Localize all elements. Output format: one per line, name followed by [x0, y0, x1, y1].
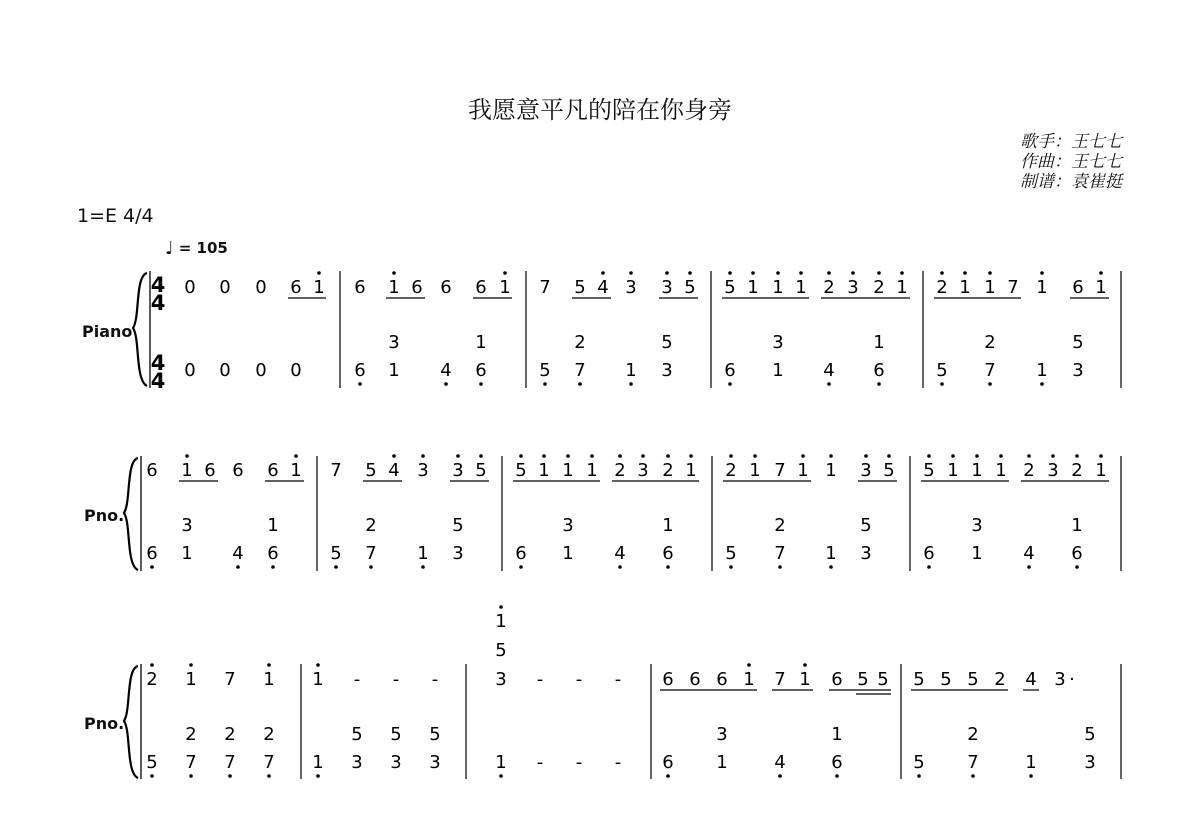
octave-dot — [629, 382, 633, 386]
octave-dot — [1075, 565, 1079, 569]
note: 2 — [662, 460, 674, 481]
note: 7 — [774, 669, 786, 690]
note: 5 — [857, 669, 869, 690]
note: 2 — [823, 277, 835, 298]
octave-dot — [851, 271, 855, 275]
note: 7 — [967, 752, 979, 773]
note: 1 — [896, 277, 908, 298]
note: 4 — [1025, 669, 1037, 690]
time-sig-bottom-lower: 4 — [150, 369, 166, 393]
note: 3 — [1084, 752, 1096, 773]
dash: - — [575, 752, 583, 773]
note: 1 — [562, 543, 574, 564]
octave-dot — [150, 774, 154, 778]
octave-dot — [479, 382, 483, 386]
dotted-note-dot: · — [1069, 669, 1075, 690]
octave-dot — [236, 565, 240, 569]
octave-dot — [728, 271, 732, 275]
note: 3 — [847, 277, 859, 298]
note: 6 — [354, 277, 366, 298]
note: 1 — [947, 460, 959, 481]
octave-dot — [887, 454, 891, 458]
octave-dot — [629, 271, 633, 275]
note: 0 — [255, 360, 267, 381]
brace — [133, 273, 147, 386]
octave-dot — [729, 565, 733, 569]
octave-dot — [951, 454, 955, 458]
note: 0 — [219, 360, 231, 381]
note: 1 — [181, 460, 193, 481]
note: 6 — [662, 543, 674, 564]
note: 7 — [263, 752, 275, 773]
note: 1 — [971, 543, 983, 564]
note: 1 — [586, 460, 598, 481]
note: 5 — [684, 277, 696, 298]
octave-dot — [267, 774, 271, 778]
note: 1 — [290, 460, 302, 481]
octave-dot — [940, 382, 944, 386]
note: 2 — [1023, 460, 1035, 481]
octave-dot — [369, 565, 373, 569]
octave-dot — [228, 774, 232, 778]
octave-dot — [618, 565, 622, 569]
note: 1 — [831, 724, 843, 745]
octave-dot — [189, 663, 193, 667]
octave-dot — [999, 454, 1003, 458]
note: 1 — [267, 515, 279, 536]
note: 5 — [725, 543, 737, 564]
octave-dot — [988, 271, 992, 275]
note: 1 — [959, 277, 971, 298]
octave-dot — [864, 454, 868, 458]
note: 5 — [1084, 724, 1096, 745]
note: 1 — [181, 543, 193, 564]
note: 1 — [772, 360, 784, 381]
note: 2 — [984, 332, 996, 353]
note: 6 — [267, 460, 279, 481]
note: 5 — [452, 515, 464, 536]
note: 3 — [772, 332, 784, 353]
brace — [124, 666, 138, 778]
octave-dot — [316, 774, 320, 778]
time-sig-top-lower: 4 — [150, 351, 166, 375]
note: 5 — [877, 669, 889, 690]
system-2 — [124, 454, 1121, 571]
note: 1 — [743, 669, 755, 690]
note: 1 — [825, 543, 837, 564]
octave-dot — [1040, 271, 1044, 275]
note: 5 — [351, 724, 363, 745]
note: 5 — [515, 460, 527, 481]
octave-dot — [827, 271, 831, 275]
octave-dot — [392, 454, 396, 458]
quarter-note-icon: ♩ — [165, 238, 174, 259]
note: 4 — [232, 543, 244, 564]
octave-dot — [688, 271, 692, 275]
octave-dot — [499, 605, 503, 609]
octave-dot — [776, 271, 780, 275]
octave-dot — [421, 454, 425, 458]
octave-dot — [1040, 382, 1044, 386]
key-signature: 1=E 4/4 — [77, 205, 154, 227]
octave-dot — [456, 454, 460, 458]
note: 1 — [1025, 752, 1037, 773]
octave-dot — [150, 663, 154, 667]
time-sig-bottom-upper: 4 — [150, 291, 166, 315]
note: 2 — [1071, 460, 1083, 481]
note: 7 — [224, 669, 236, 690]
note: 2 — [873, 277, 885, 298]
note: 1 — [185, 669, 197, 690]
note: 6 — [204, 460, 216, 481]
note: 4 — [774, 752, 786, 773]
note: 7 — [984, 360, 996, 381]
note: 7 — [574, 360, 586, 381]
note: 6 — [475, 360, 487, 381]
note: 4 — [823, 360, 835, 381]
note: 1 — [475, 332, 487, 353]
note: 3 — [452, 460, 464, 481]
octave-dot — [751, 271, 755, 275]
octave-dot — [963, 271, 967, 275]
note: 6 — [290, 277, 302, 298]
note: 3 — [388, 332, 400, 353]
note: 6 — [475, 277, 487, 298]
note: 5 — [860, 515, 872, 536]
note: 1 — [662, 515, 674, 536]
octave-dot — [778, 774, 782, 778]
octave-dot — [503, 271, 507, 275]
note: 3 — [971, 515, 983, 536]
note: 6 — [1071, 543, 1083, 564]
octave-dot — [827, 382, 831, 386]
octave-dot — [519, 565, 523, 569]
note: 2 — [774, 515, 786, 536]
octave-dot — [1051, 454, 1055, 458]
note: 6 — [440, 277, 452, 298]
dash: - — [536, 752, 544, 773]
song-title: 我愿意平凡的陪在你身旁 — [468, 96, 732, 124]
note: 3 — [429, 752, 441, 773]
note: 4 — [1023, 543, 1035, 564]
octave-dot — [317, 271, 321, 275]
octave-dot — [519, 454, 523, 458]
note: 1 — [685, 460, 697, 481]
dash: - — [575, 669, 583, 690]
note: 2 — [185, 724, 197, 745]
note: 7 — [539, 277, 551, 298]
octave-dot — [641, 454, 645, 458]
note: 2 — [365, 515, 377, 536]
note: 5 — [1072, 332, 1084, 353]
note: 6 — [515, 543, 527, 564]
note: 1 — [499, 277, 511, 298]
credit-singer: 歌手：王七七 — [1020, 132, 1122, 152]
octave-dot — [729, 454, 733, 458]
note: 2 — [614, 460, 626, 481]
octave-dot — [927, 565, 931, 569]
note: 1 — [1036, 360, 1048, 381]
note: 0 — [290, 360, 302, 381]
octave-dot — [877, 271, 881, 275]
note: 3 — [661, 277, 673, 298]
note: 6 — [411, 277, 423, 298]
note: 1 — [749, 460, 761, 481]
octave-dot — [975, 454, 979, 458]
note: 6 — [662, 752, 674, 773]
octave-dot — [877, 382, 881, 386]
note: 1 — [388, 277, 400, 298]
octave-dot — [499, 774, 503, 778]
note: 1 — [495, 611, 507, 632]
note: 0 — [219, 277, 231, 298]
note: 5 — [495, 640, 507, 661]
note: 1 — [825, 460, 837, 481]
note: 6 — [923, 543, 935, 564]
note: 5 — [661, 332, 673, 353]
octave-dot — [189, 774, 193, 778]
note: 5 — [390, 724, 402, 745]
note: 2 — [725, 460, 737, 481]
octave-dot — [1027, 454, 1031, 458]
octave-dot — [618, 454, 622, 458]
octave-dot — [900, 271, 904, 275]
dash: - — [392, 669, 400, 690]
note: 2 — [224, 724, 236, 745]
note: 1 — [313, 277, 325, 298]
note: 6 — [716, 669, 728, 690]
octave-dot — [185, 454, 189, 458]
octave-dot — [294, 454, 298, 458]
note: 4 — [388, 460, 400, 481]
note: 6 — [662, 669, 674, 690]
note: 3 — [351, 752, 363, 773]
dash: - — [614, 669, 622, 690]
octave-dot — [927, 454, 931, 458]
octave-dot — [971, 774, 975, 778]
octave-dot — [590, 454, 594, 458]
note: 1 — [984, 277, 996, 298]
note: 1 — [1095, 277, 1107, 298]
octave-dot — [801, 454, 805, 458]
credit-composer: 作曲：王七七 — [1020, 152, 1122, 172]
note: 7 — [224, 752, 236, 773]
note: 5 — [967, 669, 979, 690]
octave-dot — [578, 382, 582, 386]
note: 1 — [716, 752, 728, 773]
note: 1 — [312, 752, 324, 773]
note: 5 — [936, 360, 948, 381]
octave-dot — [542, 454, 546, 458]
octave-dot — [666, 454, 670, 458]
note: 7 — [330, 460, 342, 481]
note: 3 — [661, 360, 673, 381]
note: 5 — [913, 669, 925, 690]
note: 6 — [267, 543, 279, 564]
octave-dot — [753, 454, 757, 458]
note: 1 — [873, 332, 885, 353]
note: 3 — [452, 543, 464, 564]
note: 1 — [1036, 277, 1048, 298]
note: 3 — [716, 724, 728, 745]
note: 1 — [1071, 515, 1083, 536]
note: 7 — [365, 543, 377, 564]
note: 4 — [440, 360, 452, 381]
note: 6 — [232, 460, 244, 481]
note: 3 — [495, 669, 507, 690]
note: 5 — [724, 277, 736, 298]
note: 1 — [495, 752, 507, 773]
note: 1 — [772, 277, 784, 298]
note: 1 — [747, 277, 759, 298]
octave-dot — [940, 271, 944, 275]
note: 0 — [255, 277, 267, 298]
note: 4 — [597, 277, 609, 298]
dash: - — [353, 669, 361, 690]
note: 1 — [795, 277, 807, 298]
octave-dot — [778, 565, 782, 569]
note: 0 — [184, 277, 196, 298]
note: 7 — [774, 543, 786, 564]
system-3 — [124, 605, 1121, 779]
octave-dot — [835, 774, 839, 778]
note: 1 — [538, 460, 550, 481]
note: 3 — [1047, 460, 1059, 481]
note: 1 — [562, 460, 574, 481]
note: 5 — [475, 460, 487, 481]
octave-dot — [392, 271, 396, 275]
octave-dot — [543, 382, 547, 386]
dash: - — [536, 669, 544, 690]
note: 3 — [860, 460, 872, 481]
tempo-value: = 105 — [178, 239, 228, 257]
octave-dot — [316, 663, 320, 667]
octave-dot — [358, 382, 362, 386]
note: 6 — [873, 360, 885, 381]
note: 2 — [263, 724, 275, 745]
note: 1 — [263, 669, 275, 690]
octave-dot — [1075, 454, 1079, 458]
note: 5 — [574, 277, 586, 298]
credit-transcriber: 制谱：袁崔挺 — [1020, 172, 1122, 192]
octave-dot — [799, 271, 803, 275]
octave-dot — [334, 565, 338, 569]
octave-dot — [271, 565, 275, 569]
note: 7 — [185, 752, 197, 773]
note: 6 — [354, 360, 366, 381]
note: 5 — [330, 543, 342, 564]
note: 5 — [883, 460, 895, 481]
dash: - — [431, 669, 439, 690]
note: 1 — [995, 460, 1007, 481]
octave-dot — [444, 382, 448, 386]
instrument-label-pno-1: Pno. — [84, 506, 125, 525]
note: 1 — [625, 360, 637, 381]
octave-dot — [1027, 565, 1031, 569]
instrument-label-piano: Piano — [82, 322, 133, 341]
note: 3 — [1054, 669, 1066, 690]
octave-dot — [267, 663, 271, 667]
note: 5 — [429, 724, 441, 745]
octave-dot — [988, 382, 992, 386]
note: 3 — [860, 543, 872, 564]
note: 1 — [388, 360, 400, 381]
octave-dot — [479, 454, 483, 458]
octave-dot — [728, 382, 732, 386]
note: 4 — [614, 543, 626, 564]
note: 5 — [940, 669, 952, 690]
time-sig-top-upper: 4 — [150, 273, 166, 297]
note: 2 — [146, 669, 158, 690]
note: 7 — [774, 460, 786, 481]
note: 2 — [574, 332, 586, 353]
note: 3 — [1072, 360, 1084, 381]
octave-dot — [150, 565, 154, 569]
note: 3 — [417, 460, 429, 481]
octave-dot — [829, 565, 833, 569]
octave-dot — [689, 454, 693, 458]
note: 5 — [146, 752, 158, 773]
note: 6 — [689, 669, 701, 690]
note: 6 — [1072, 277, 1084, 298]
note: 6 — [724, 360, 736, 381]
note: 3 — [562, 515, 574, 536]
note: 1 — [971, 460, 983, 481]
system-1 — [133, 271, 1121, 393]
octave-dot — [803, 663, 807, 667]
octave-dot — [666, 565, 670, 569]
note: 0 — [184, 360, 196, 381]
note: 5 — [539, 360, 551, 381]
note: 1 — [1095, 460, 1107, 481]
octave-dot — [665, 271, 669, 275]
note: 5 — [923, 460, 935, 481]
note: 7 — [1007, 277, 1019, 298]
dash: - — [614, 752, 622, 773]
note: 6 — [831, 669, 843, 690]
note: 6 — [146, 460, 158, 481]
octave-dot — [421, 565, 425, 569]
octave-dot — [747, 663, 751, 667]
note: 1 — [799, 669, 811, 690]
note: 1 — [797, 460, 809, 481]
instrument-label-pno-2: Pno. — [84, 714, 125, 733]
octave-dot — [601, 271, 605, 275]
octave-dot — [1029, 774, 1033, 778]
note: 3 — [625, 277, 637, 298]
note: 5 — [365, 460, 377, 481]
octave-dot — [1099, 271, 1103, 275]
note: 1 — [312, 669, 324, 690]
octave-dot — [566, 454, 570, 458]
note: 2 — [936, 277, 948, 298]
note: 6 — [146, 543, 158, 564]
note: 3 — [181, 515, 193, 536]
note: 3 — [637, 460, 649, 481]
note: 5 — [913, 752, 925, 773]
octave-dot — [829, 454, 833, 458]
note: 6 — [831, 752, 843, 773]
octave-dot — [666, 774, 670, 778]
note: 2 — [967, 724, 979, 745]
brace — [124, 458, 138, 570]
octave-dot — [1099, 454, 1103, 458]
note: 1 — [417, 543, 429, 564]
note: 2 — [994, 669, 1006, 690]
note: 3 — [390, 752, 402, 773]
octave-dot — [917, 774, 921, 778]
